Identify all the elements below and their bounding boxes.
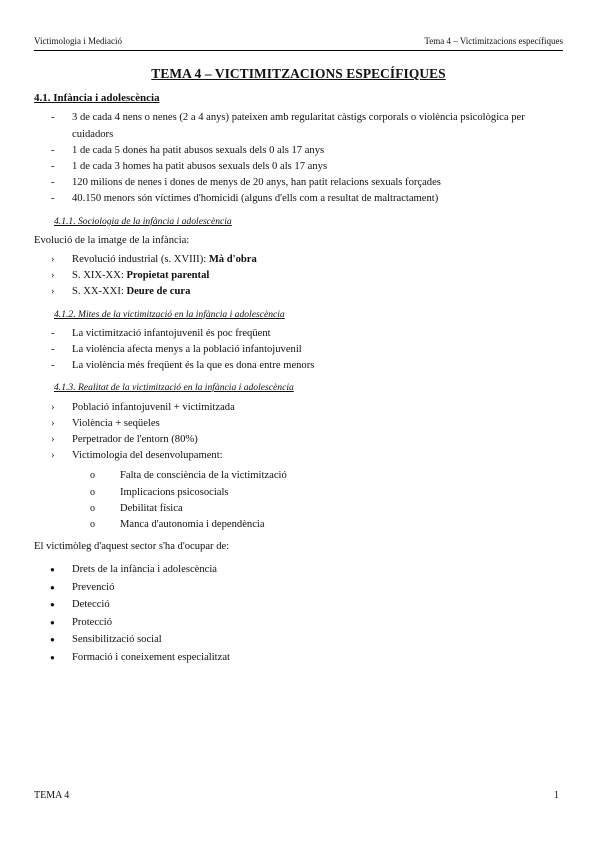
development-sublist (34, 468, 563, 533)
dash-marker: - (51, 112, 55, 124)
list-item: ● Sensibilització social (34, 631, 563, 649)
dash-marker: - (51, 193, 55, 205)
duties-list (34, 561, 563, 666)
list-item: ● Detecció (34, 596, 563, 614)
subsection-heading: 4.1.3. Realitat de la victimització en la infància i adolescència (54, 382, 294, 394)
arrow-marker: › (51, 450, 55, 462)
list-item: › Revolució industrial (s. XVIII): Mà d'obra (34, 252, 563, 268)
stats-list (34, 110, 563, 207)
list-item: › Victimologia del desenvolupament: (34, 448, 563, 464)
section-heading: 4.1. Infància i adolescència (34, 92, 160, 105)
list-item: ● Drets de la infància i adolescència (34, 561, 563, 579)
list-item: › Població infantojuvenil + victimitzada (34, 400, 563, 416)
arrow-marker: › (51, 270, 55, 282)
header-right: Tema 4 – Victimitzacions específiques (424, 36, 563, 46)
bullet-marker: ● (50, 635, 55, 645)
dash-marker: - (51, 144, 55, 156)
page-content (34, 66, 563, 670)
list-item: o Debilitat física (34, 501, 563, 517)
list-item: ● Prevenció (34, 579, 563, 597)
list-item: - 40.150 menors són víctimes d'homicidi (alguns d'ells com a resultat de maltractament) (34, 191, 563, 207)
list-item: - La victimització infantojuvenil és poc freqüent (34, 326, 563, 342)
dash-marker: - (51, 360, 55, 372)
list-item: - La violència afecta menys a la població infantojuvenil (34, 342, 563, 358)
footer-left: TEMA 4 (34, 790, 70, 801)
list-item: o Falta de consciència de la victimització (34, 468, 563, 484)
page-title: TEMA 4 – VICTIMITZACIONS ESPECÍFIQUES (151, 66, 446, 81)
list-item: › S. XX-XXI: Deure de cura (34, 284, 563, 300)
arrow-marker: › (51, 254, 55, 266)
list-item: ● Protecció (34, 614, 563, 632)
arrow-marker: › (51, 434, 55, 446)
list-item: - 1 de cada 5 dones ha patit abusos sexuals dels 0 als 17 anys (34, 143, 563, 159)
bullet-marker: ● (50, 652, 55, 662)
dash-marker: - (51, 327, 55, 339)
reality-list (34, 400, 563, 465)
paragraph: Evolució de la imatge de la infància: (34, 234, 190, 246)
list-item: › S. XIX-XX: Propietat parental (34, 268, 563, 284)
page-footer (34, 790, 559, 804)
bullet-marker: ● (50, 565, 55, 575)
arrow-marker: › (51, 401, 55, 413)
bullet-marker: ● (50, 617, 55, 627)
bullet-marker: ● (50, 600, 55, 610)
list-item: o Manca d'autonomia i dependència (34, 517, 563, 533)
list-item: › Perpetrador de l'entorn (80%) (34, 432, 563, 448)
arrow-marker: › (51, 417, 55, 429)
list-item: - 120 milions de nenes i dones de menys de 20 anys, han patit relacions sexuals forçades (34, 175, 563, 191)
list-item: - La violència més freqüent és la que es dona entre menors (34, 358, 563, 374)
evolution-list (34, 252, 563, 301)
list-item: › Violència + seqüeles (34, 416, 563, 432)
circle-marker: o (90, 519, 95, 531)
list-item: - 3 de cada 4 nens o nenes (2 a 4 anys) pateixen amb regularitat càstigs corporals o violència psicològica per cuidadors (51, 112, 525, 140)
header-left: Victimologia i Mediació (34, 36, 122, 46)
list-item: o Implicacions psicosocials (34, 485, 563, 501)
circle-marker: o (90, 470, 95, 482)
dash-marker: - (51, 344, 55, 356)
dash-marker: - (51, 177, 55, 189)
bullet-marker: ● (50, 582, 55, 592)
myths-list (34, 326, 563, 375)
circle-marker: o (90, 486, 95, 498)
subsection-heading: 4.1.2. Mites de la victimització en la infància i adolescència (54, 308, 285, 320)
list-item: - 1 de cada 3 homes ha patit abusos sexuals dels 0 als 17 anys (34, 159, 563, 175)
subsection-heading: 4.1.1. Sociologia de la infància i adolescència (54, 215, 232, 227)
dash-marker: - (51, 161, 55, 173)
list-item: ● Formació i coneixement especialitzat (34, 649, 563, 667)
circle-marker: o (90, 502, 95, 514)
arrow-marker: › (51, 286, 55, 298)
page-header (34, 36, 563, 51)
paragraph: El victimòleg d'aquest sector s'ha d'ocupar de: (34, 541, 230, 553)
page-number: 1 (554, 790, 559, 801)
